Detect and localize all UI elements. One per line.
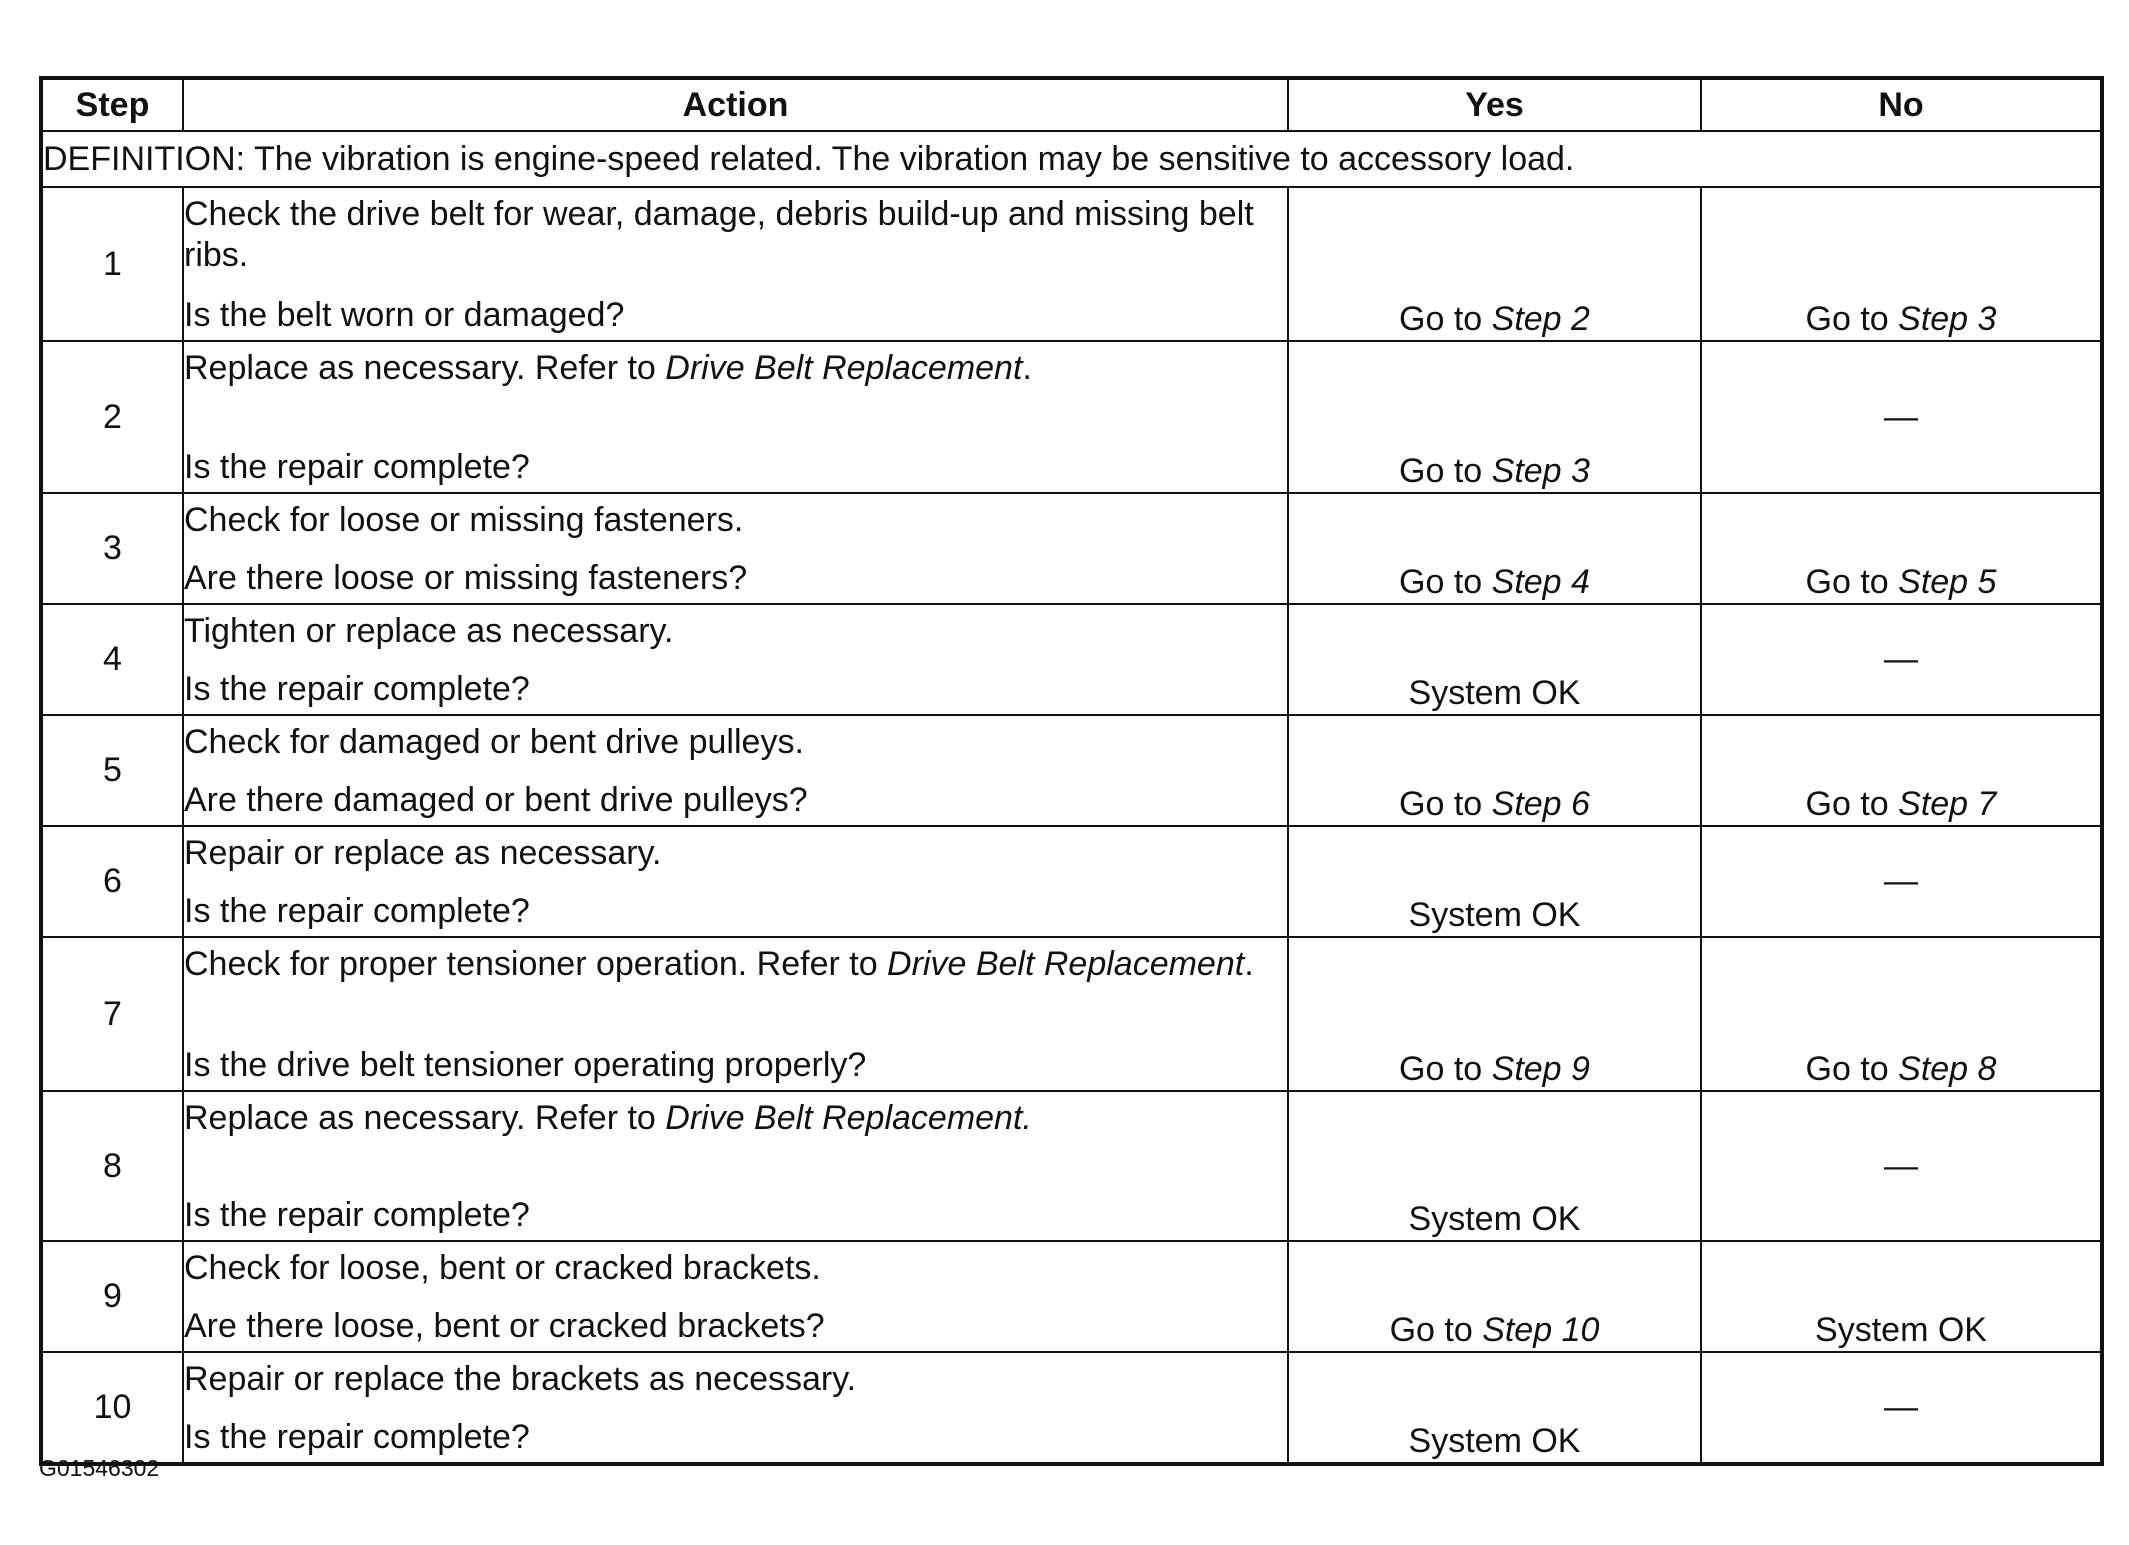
step-number: 10 (41, 1352, 183, 1464)
text-segment: System OK (1408, 674, 1581, 712)
action-content (184, 938, 1287, 1090)
no-result-dash (1701, 341, 2102, 493)
action-instruction (184, 1098, 1287, 1139)
italic-text-segment: Step 9 (1491, 1050, 1590, 1088)
action-content (184, 494, 1287, 603)
text-segment: Go to (1805, 1050, 1899, 1088)
action-cell (183, 1091, 1288, 1241)
yes-result (1288, 341, 1701, 493)
text-segment: Check the drive belt for wear, damage, debris build-up and missing belt ribs. (184, 195, 1254, 274)
action-question: Is the repair complete? (184, 892, 530, 930)
text-segment: Go to (1399, 563, 1492, 601)
table-body (41, 131, 2102, 1464)
action-question: Are there loose, bent or cracked brackets? (184, 1307, 825, 1345)
action-cell (183, 341, 1288, 493)
action-content (184, 827, 1287, 936)
header-no: No (1701, 78, 2102, 131)
diagnostic-table (39, 76, 2104, 1466)
step-number: 8 (41, 1091, 183, 1241)
table-row (41, 1352, 2102, 1464)
text-segment: Go to (1399, 452, 1492, 490)
action-instruction (184, 1359, 1287, 1400)
yes-result (1288, 493, 1701, 604)
table-row (41, 493, 2102, 604)
action-question: Is the repair complete? (184, 448, 530, 486)
step-number: 5 (41, 715, 183, 826)
action-cell (183, 715, 1288, 826)
no-result-dash (1701, 604, 2102, 715)
no-result-dash (1701, 1091, 2102, 1241)
action-instruction (184, 500, 1287, 541)
text-segment: . (1244, 945, 1254, 983)
definition-text: DEFINITION: The vibration is engine-speed related. The vibration may be sensitive to accessory load. (41, 131, 2102, 187)
action-instruction (184, 194, 1287, 276)
action-question: Is the drive belt tensioner operating properly? (184, 1046, 867, 1084)
action-cell (183, 187, 1288, 341)
no-result (1701, 715, 2102, 826)
text-segment: — (1884, 397, 1918, 436)
action-content (184, 716, 1287, 825)
text-segment: System OK (1408, 1200, 1581, 1238)
action-question: Are there damaged or bent drive pulleys? (184, 781, 808, 819)
action-question: Is the repair complete? (184, 670, 530, 708)
text-segment: Go to (1399, 1050, 1492, 1088)
table-row (41, 715, 2102, 826)
text-segment: Go to (1805, 785, 1899, 823)
action-cell (183, 493, 1288, 604)
text-segment: — (1884, 1388, 1918, 1426)
no-result (1701, 937, 2102, 1091)
step-number: 9 (41, 1241, 183, 1352)
table-row (41, 604, 2102, 715)
italic-text-segment: Step 4 (1491, 563, 1590, 601)
yes-result (1288, 826, 1701, 937)
action-content (184, 1092, 1287, 1240)
text-segment: Tighten or replace as necessary. (184, 612, 674, 650)
figure-id: G01546302 (39, 1455, 160, 1481)
definition-row (41, 131, 2102, 187)
action-question: Are there loose or missing fasteners? (184, 559, 748, 597)
yes-result (1288, 1241, 1701, 1352)
text-segment: — (1884, 1146, 1918, 1185)
step-number: 6 (41, 826, 183, 937)
text-segment: Go to (1805, 563, 1899, 601)
no-result (1701, 187, 2102, 341)
action-content (184, 605, 1287, 714)
text-segment: System OK (1408, 1422, 1581, 1460)
header-action: Action (183, 78, 1288, 131)
text-segment: — (1884, 640, 1918, 678)
step-number: 4 (41, 604, 183, 715)
table-row (41, 826, 2102, 937)
no-result (1701, 1241, 2102, 1352)
text-segment: Check for loose or missing fasteners. (184, 501, 744, 539)
italic-text-segment: Step 2 (1491, 300, 1590, 338)
step-number: 7 (41, 937, 183, 1091)
table-row (41, 1241, 2102, 1352)
no-result (1701, 493, 2102, 604)
header-row (41, 78, 2102, 131)
action-cell (183, 1241, 1288, 1352)
action-instruction (184, 348, 1287, 389)
italic-text-segment: Step 8 (1898, 1050, 1997, 1088)
action-content (184, 188, 1287, 340)
step-number: 2 (41, 341, 183, 493)
yes-result (1288, 1352, 1701, 1464)
text-segment: Replace as necessary. Refer to (184, 1099, 666, 1137)
table-row (41, 341, 2102, 493)
text-segment: . (1022, 349, 1032, 387)
yes-result (1288, 715, 1701, 826)
text-segment: System OK (1408, 896, 1581, 934)
text-segment: Replace as necessary. Refer to (184, 349, 666, 387)
no-result-dash (1701, 1352, 2102, 1464)
table-row (41, 1091, 2102, 1241)
italic-text-segment: Step 5 (1898, 563, 1997, 601)
italic-text-segment: Drive Belt Replacement (887, 945, 1245, 983)
text-segment: Go to (1399, 300, 1492, 338)
text-segment: Check for damaged or bent drive pulleys. (184, 723, 804, 761)
action-instruction (184, 944, 1287, 985)
text-segment: Check for proper tensioner operation. Refer to (184, 945, 888, 983)
action-cell (183, 1352, 1288, 1464)
action-content (184, 342, 1287, 492)
action-instruction (184, 722, 1287, 763)
text-segment: Check for loose, bent or cracked brackets. (184, 1249, 821, 1287)
text-segment: Go to (1399, 785, 1492, 823)
yes-result (1288, 604, 1701, 715)
italic-text-segment: Step 3 (1898, 300, 1997, 338)
no-result-dash (1701, 826, 2102, 937)
action-cell (183, 937, 1288, 1091)
italic-text-segment: Drive Belt Replacement. (665, 1099, 1032, 1137)
text-segment: Go to (1389, 1311, 1483, 1349)
action-content (184, 1353, 1287, 1462)
text-segment: Go to (1805, 300, 1899, 338)
action-question: Is the belt worn or damaged? (184, 296, 625, 334)
text-segment: — (1884, 862, 1918, 900)
yes-result (1288, 1091, 1701, 1241)
yes-result (1288, 937, 1701, 1091)
table-row (41, 937, 2102, 1091)
action-cell (183, 604, 1288, 715)
text-segment: System OK (1815, 1311, 1987, 1349)
action-cell (183, 826, 1288, 937)
action-question: Is the repair complete? (184, 1196, 530, 1234)
action-instruction (184, 1248, 1287, 1289)
table-row (41, 187, 2102, 341)
italic-text-segment: Step 6 (1491, 785, 1590, 823)
italic-text-segment: Step 3 (1491, 452, 1590, 490)
action-instruction (184, 833, 1287, 874)
text-segment: Repair or replace as necessary. (184, 834, 662, 872)
action-content (184, 1242, 1287, 1351)
header-step: Step (41, 78, 183, 131)
italic-text-segment: Step 7 (1898, 785, 1997, 823)
step-number: 1 (41, 187, 183, 341)
italic-text-segment: Step 10 (1482, 1311, 1600, 1349)
yes-result (1288, 187, 1701, 341)
italic-text-segment: Drive Belt Replacement (665, 349, 1023, 387)
text-segment: Repair or replace the brackets as necessary. (184, 1360, 857, 1398)
action-question: Is the repair complete? (184, 1418, 530, 1456)
step-number: 3 (41, 493, 183, 604)
header-yes: Yes (1288, 78, 1701, 131)
action-instruction (184, 611, 1287, 652)
